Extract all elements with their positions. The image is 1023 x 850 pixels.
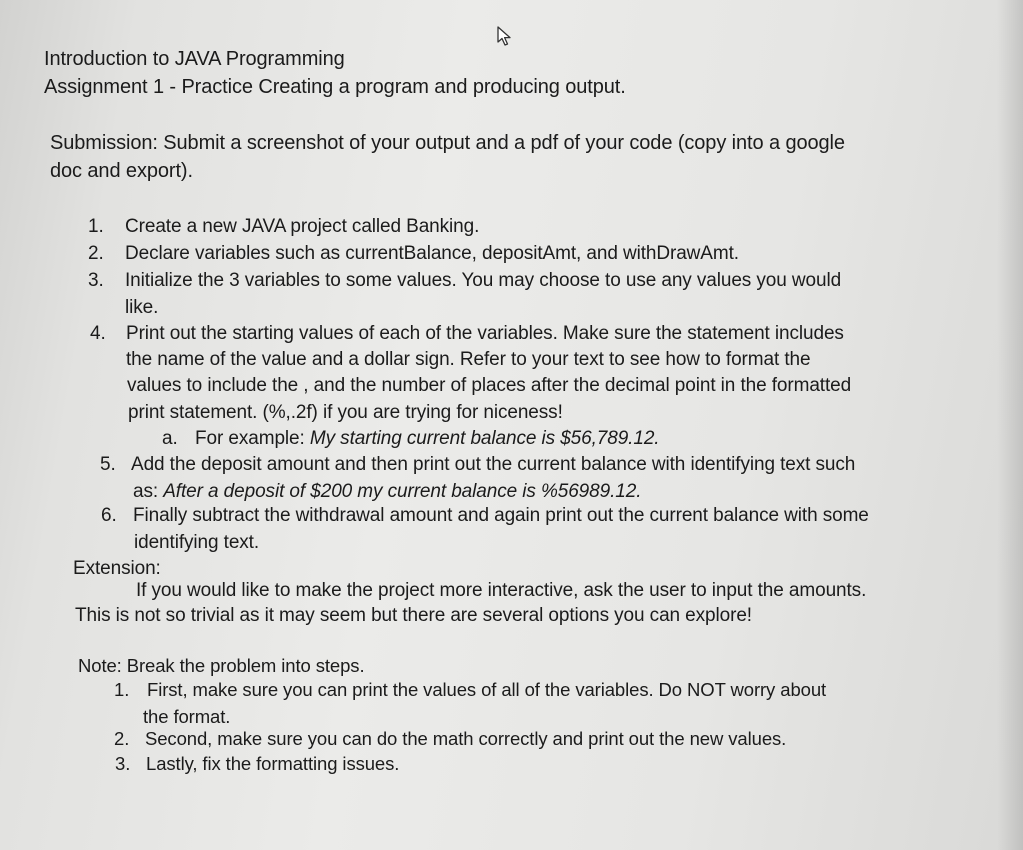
note-number: 3. xyxy=(115,753,131,774)
substep-text xyxy=(195,426,659,452)
step-text: Initialize the 3 variables to some values. You may choose to use any values you would xyxy=(125,270,842,291)
substep-letter: a. xyxy=(162,428,178,449)
step-number: 2. xyxy=(88,243,104,264)
note-text: the format. xyxy=(143,706,231,727)
extension-label: Extension: xyxy=(73,558,161,579)
step-text xyxy=(133,479,641,505)
step-text: identifying text. xyxy=(134,532,260,553)
step-number: 4. xyxy=(90,323,106,344)
note-label: Note: Break the problem into steps. xyxy=(78,655,365,676)
page-edge-shadow xyxy=(997,0,1023,850)
step-text: Add the deposit amount and then print out the current balance with identifying text such xyxy=(131,454,856,475)
step-text: Print out the starting values of each of the variables. Make sure the statement includes xyxy=(126,323,844,344)
step-number: 1. xyxy=(88,216,104,237)
note-number: 2. xyxy=(114,728,130,749)
step5-example: After a deposit of $200 my current balance is %56989.12. xyxy=(163,481,642,502)
step-number: 3. xyxy=(88,270,104,291)
step-number: 5. xyxy=(100,454,116,475)
submission-text-line2: doc and export). xyxy=(50,160,193,182)
note-text: Second, make sure you can do the math correctly and print out the new values. xyxy=(145,728,787,749)
submission-text-line1: Submission: Submit a screenshot of your output and a pdf of your code (copy into a google xyxy=(50,132,845,154)
step-text-prefix: as: xyxy=(133,481,164,502)
step-text: Finally subtract the withdrawal amount and again print out the current balance with some xyxy=(133,505,869,526)
note-text: First, make sure you can print the values of all of the variables. Do NOT worry about xyxy=(147,679,827,700)
step-text: like. xyxy=(125,297,159,318)
extension-text-line2: This is not so trivial as it may seem but there are several options you can explore! xyxy=(75,605,752,626)
note-number: 1. xyxy=(114,679,130,700)
step-text: the name of the value and a dollar sign. Refer to your text to see how to format the xyxy=(126,349,811,370)
step-text: values to include the , and the number of places after the decimal point in the formatted xyxy=(127,375,852,396)
mouse-pointer-icon xyxy=(496,26,512,48)
substep-example: My starting current balance is $56,789.12. xyxy=(309,428,660,449)
extension-text-line1: If you would like to make the project more interactive, ask the user to input the amounts. xyxy=(136,580,867,601)
document-title: Introduction to JAVA Programming xyxy=(44,48,345,70)
note-text: Lastly, fix the formatting issues. xyxy=(146,753,400,774)
step-text: Declare variables such as currentBalance, depositAmt, and withDrawAmt. xyxy=(125,243,739,264)
substep-prefix: For example: xyxy=(195,428,310,449)
step-number: 6. xyxy=(101,505,117,526)
assignment-heading: Assignment 1 - Practice Creating a program and producing output. xyxy=(44,76,626,98)
step-text: Create a new JAVA project called Banking. xyxy=(125,216,480,237)
step-text: print statement. (%,.2f) if you are trying for niceness! xyxy=(128,402,563,423)
